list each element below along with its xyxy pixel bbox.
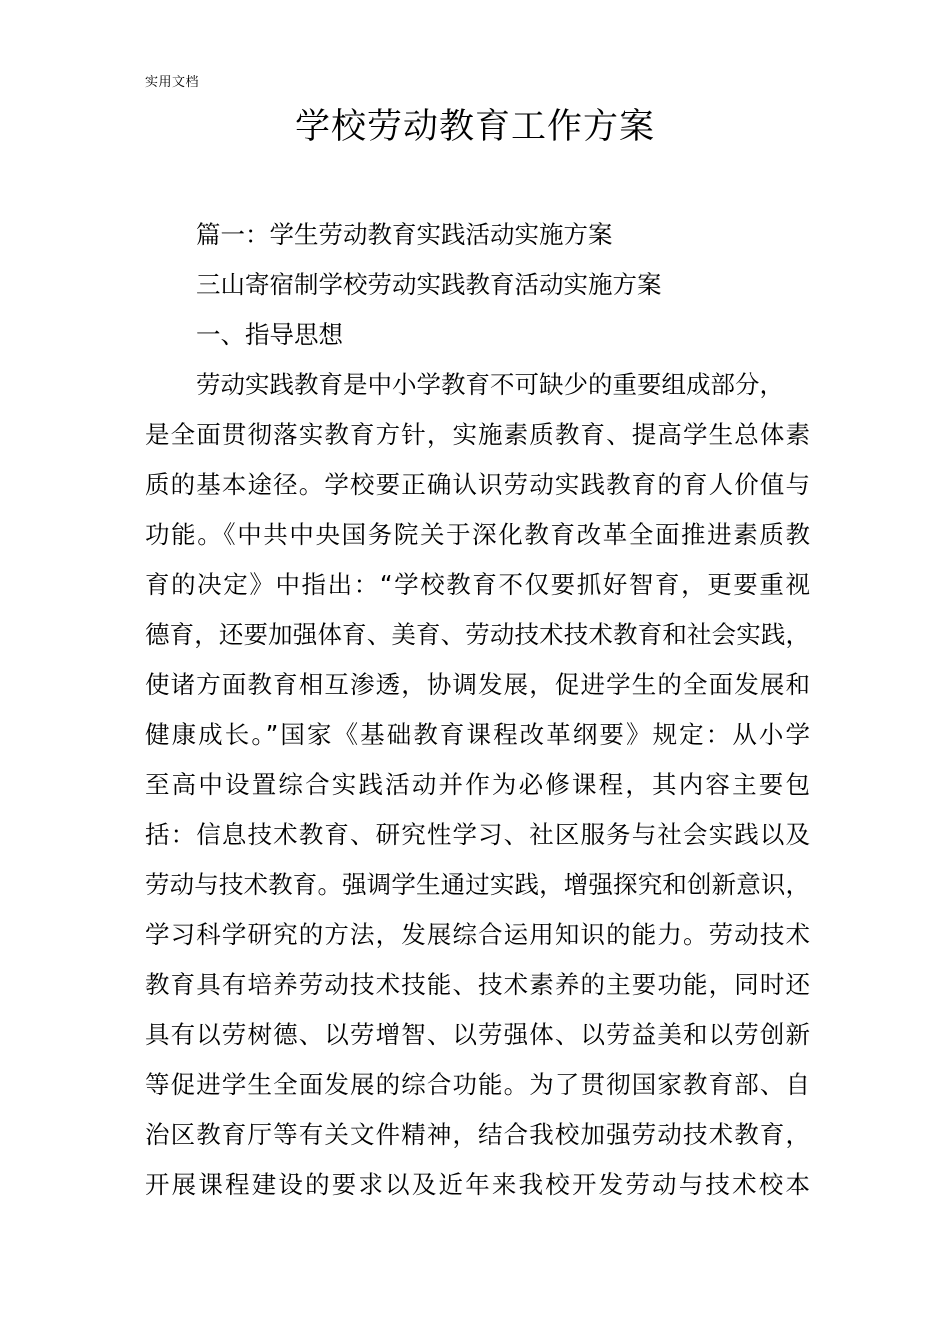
paragraph-line: 德育，还要加强体育、美育、劳动技术技术教育和社会实践， <box>145 620 810 649</box>
paragraph-line: 至高中设置综合实践活动并作为必修课程，其内容主要包 <box>145 770 810 799</box>
plan-subtitle: 三山寄宿制学校劳动实践教育活动实施方案 <box>196 270 662 299</box>
paragraph-line: 是全面贯彻落实教育方针，实施素质教育、提高学生总体素 <box>145 420 810 449</box>
document-title: 学校劳动教育工作方案 <box>294 107 655 147</box>
paragraph-line: 质的基本途径。学校要正确认识劳动实践教育的育人价值与 <box>145 470 810 499</box>
paragraph-line: 使诸方面教育相互渗透，协调发展，促进学生的全面发展和 <box>145 670 810 699</box>
paragraph-line: 学习科学研究的方法，发展综合运用知识的能力。劳动技术 <box>145 920 810 949</box>
section-heading: 篇一：学生劳动教育实践活动实施方案 <box>196 220 613 249</box>
section-one-heading: 一、指导思想 <box>196 320 343 349</box>
paragraph-line: 育的决定》中指出：“学校教育不仅要抓好智育，更要重视 <box>145 570 810 599</box>
paragraph-line: 功能。《中共中央国务院关于深化教育改革全面推进素质教 <box>145 520 810 549</box>
paragraph-line: 开展课程建设的要求以及近年来我校开发劳动与技术校本 <box>145 1170 810 1199</box>
paragraph-line: 治区教育厅等有关文件精神，结合我校加强劳动技术教育， <box>145 1120 810 1149</box>
paragraph-line: 劳动实践教育是中小学教育不可缺少的重要组成部分， <box>196 370 784 399</box>
paragraph-line: 教育具有培养劳动技术技能、技术素养的主要功能，同时还 <box>145 970 810 999</box>
paragraph-line: 劳动与技术教育。强调学生通过实践，增强探究和创新意识， <box>145 870 810 899</box>
header-label: 实用文档 <box>145 75 200 90</box>
paragraph-line: 具有以劳树德、以劳增智、以劳强体、以劳益美和以劳创新 <box>145 1020 810 1049</box>
paragraph-line: 等促进学生全面发展的综合功能。为了贯彻国家教育部、自 <box>145 1070 810 1099</box>
paragraph-line: 健康成长。”国家《基础教育课程改革纲要》规定：从小学 <box>145 720 810 749</box>
document-body <box>145 210 810 1210</box>
paragraph-line: 括：信息技术教育、研究性学习、社区服务与社会实践以及 <box>145 820 810 849</box>
